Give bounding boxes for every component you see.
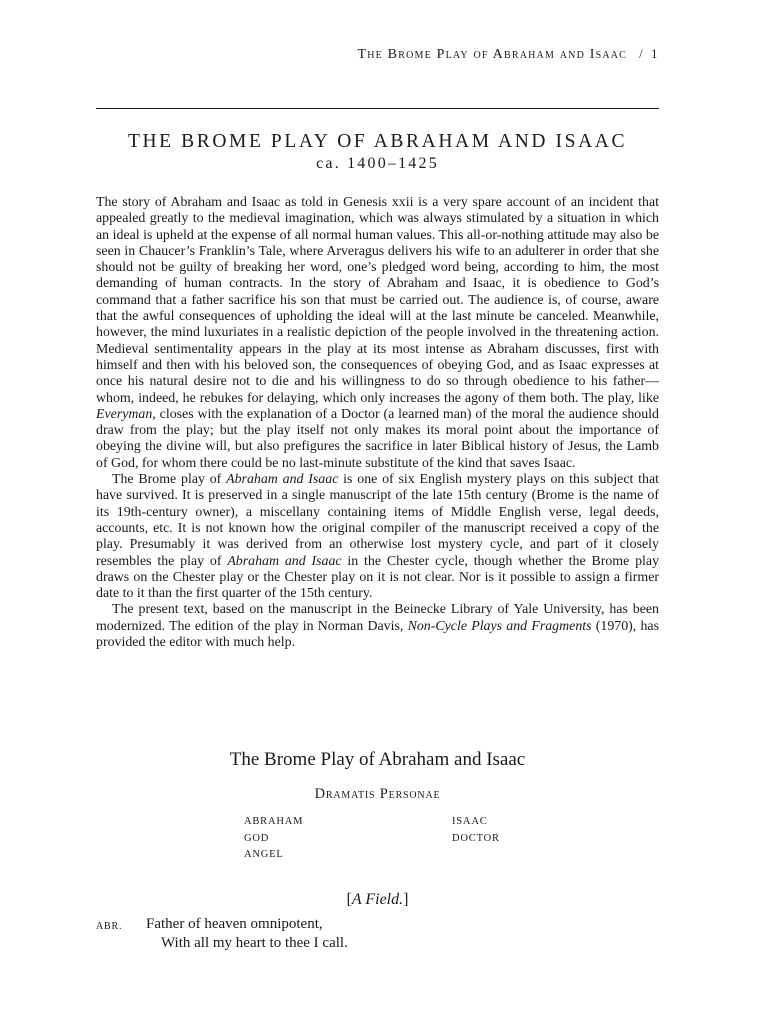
character-name: ABRAHAM <box>244 816 304 827</box>
stage-direction-text: A Field. <box>351 891 404 908</box>
bracket-open: [ <box>346 891 352 908</box>
intro-paragraph-1 <box>96 195 659 472</box>
intro-text: The Brome play of <box>112 472 227 488</box>
intro-paragraph-3 <box>96 602 659 651</box>
header-separator: / <box>639 47 644 61</box>
intro-paragraph-2 <box>96 472 659 602</box>
character-name: ISAAC <box>452 816 488 827</box>
intro-text: is one of six English mystery plays on this subject that have survived. It is preserved in a single manuscript of the late 15th century (Brome is the name of its 19th-century owner), a miscellany containing items of Middle English verse, legal deeds, accounts, etc. It is not known how the original compiler of the manuscript received a copy of the play. Presumably it was derived from an otherwise lost mystery cycle, and part of it closely resembles the play of <box>96 472 659 569</box>
character-name: ANGEL <box>244 849 284 860</box>
intro-text: The present text, based on the manuscript in the Beinecke Library of Yale University, has been modernized. The edition of the play in Norman Davis, <box>96 602 659 634</box>
running-title: The Brome Play of Abraham and Isaac <box>357 47 628 62</box>
character-name: DOCTOR <box>452 832 500 844</box>
document-title: THE BROME PLAY OF ABRAHAM AND ISAAC <box>127 131 628 152</box>
verse-line-2: With all my heart to thee I call. <box>161 935 348 951</box>
horizontal-rule <box>96 108 659 109</box>
intro-italic: Abraham and Isaac <box>226 472 339 488</box>
play-title: The Brome Play of Abraham and Isaac <box>229 749 526 770</box>
page-number: 1 <box>651 47 658 61</box>
intro-italic: Abraham and Isaac <box>227 553 342 569</box>
dramatis-personae-heading: Dramatis Personae <box>314 786 441 802</box>
speaker-label: ABR. <box>96 921 123 932</box>
intro-text: closes with the explanation of a Doctor (a learned man) of the moral the audience should draw from the play; but the play itself not only makes its moral point about the importance of obeying the divine will, but also prefigures the sacrifice in later Biblical history of Jesus, the Lamb of God, for whom there could be no last-minute substitute of the kind that saves Isaac. <box>96 406 659 471</box>
character-list-left <box>244 814 303 864</box>
stage-direction <box>96 891 659 909</box>
intro-italic: Everyman, <box>96 406 156 422</box>
intro-text: (1970), has provided the editor with much help. <box>96 618 660 651</box>
character-name: GOD <box>244 832 270 844</box>
intro-italic: Non-Cycle Plays and Fragments <box>407 618 592 634</box>
verse-line-1: Father of heaven omnipotent, <box>146 916 323 932</box>
document-date: ca. 1400–1425 <box>316 155 439 172</box>
intro-text: in the Chester cycle, though whether the Brome play draws on the Chester play or the Chester play on it is not clear. Nor is it possible to assign a firmer date to it than the first quarter of the 15th century. <box>96 553 660 602</box>
intro-text: The story of Abraham and Isaac as told in Genesis xxii is a very spare account of an incident that appealed greatly to the medieval imagination, which was always stimulated by a situation in which an ideal is upheld at the expense of all normal human values. This all-or-nothing attitude may also be seen in Chaucer’s Franklin’s Tale, where Arveragus delivers his wife to an adulterer in order that she should not be guilty of breaking her word, one’s pledged word being, according to him, the most demanding of human contracts. In the story of Abraham and Isaac, it is obedience to God’s command that a father sacrifice his son that must be carried out. The audience is, of course, aware that the awful consequences of upholding the ideal will at the last minute be canceled. Meanwhile, however, the mind luxuriates in a realistic depiction of the people involved in the threatening action. Medieval sentimentality appears in the play at its most intense as Abraham discusses, first with himself and then with his beloved son, the consequences of obeying God, and as Isaac expresses at once his natural desire not to die and his willingness to do so through obedience to his father—whom, indeed, he rebukes for delaying, which only increases the agony of them both. The play, like <box>96 195 659 406</box>
running-header <box>358 47 659 63</box>
introduction <box>96 195 659 651</box>
character-list-right <box>452 814 500 847</box>
bracket-close: ] <box>403 891 409 908</box>
